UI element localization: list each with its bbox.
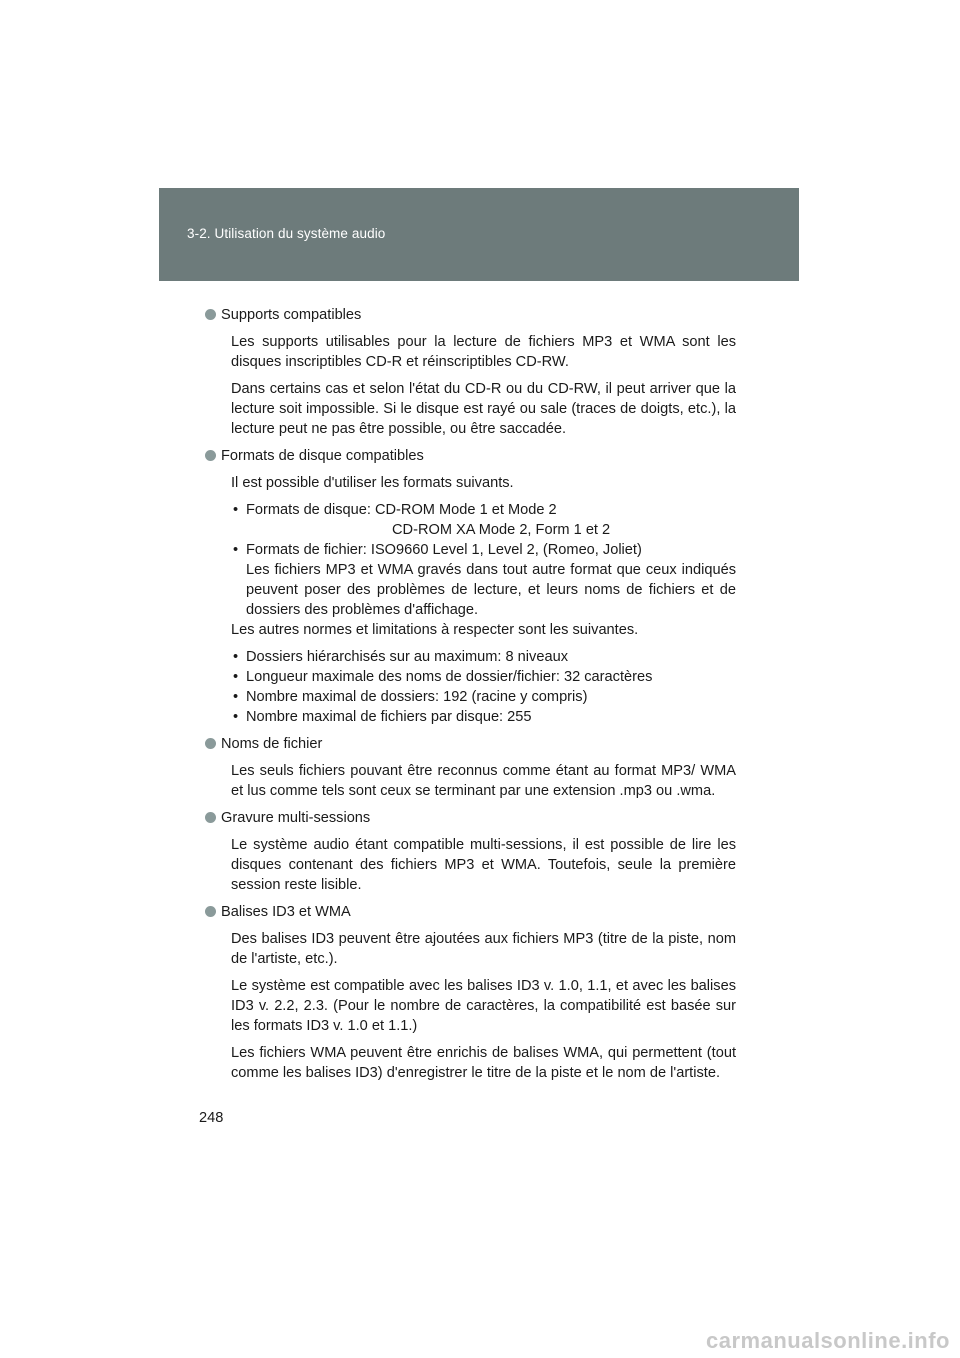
limits-list	[221, 647, 736, 727]
list-item	[231, 647, 736, 667]
section-formats	[221, 446, 736, 727]
section-supports	[221, 305, 736, 439]
list-bullet: •	[233, 669, 239, 685]
paragraph: Les supports utilisables pour la lecture de fichiers MP3 et WMA sont les disques inscriptibles CD-R et réinscriptibles CD-RW.	[231, 334, 736, 370]
section-title: Balises ID3 et WMA	[221, 904, 351, 920]
list-item	[231, 500, 736, 520]
paragraph: Des balises ID3 peuvent être ajoutées aux fichiers MP3 (titre de la piste, nom de l'artiste, etc.).	[231, 931, 736, 967]
section-id3-wma-tags	[221, 902, 736, 1083]
list-bullet: •	[233, 689, 239, 705]
chapter-header-bar	[159, 188, 799, 281]
list-item	[231, 540, 736, 560]
section-multisession	[221, 808, 736, 895]
page-number: 248	[199, 1110, 224, 1126]
paragraph: Les seuls fichiers pouvant être reconnus comme étant au format MP3/ WMA et lus comme tels sont ceux se terminant par une extension .mp3 ou .wma.	[231, 763, 736, 799]
section-title: Formats de disque compatibles	[221, 448, 424, 464]
list-bullet: •	[233, 709, 239, 725]
paragraph: Les fichiers WMA peuvent être enrichis de balises WMA, qui permettent (tout comme les balises ID3) d'enregistrer le titre de la piste et le nom de l'artiste.	[231, 1045, 736, 1081]
section-heading	[205, 446, 736, 466]
paragraph: Dans certains cas et selon l'état du CD-R ou du CD-RW, il peut arriver que la lecture soit impossible. Si le disque est rayé ou sale (traces de doigts, etc.), la lecture peut ne pas être possible, ou être saccadée.	[231, 381, 736, 437]
list-item	[231, 687, 736, 707]
list-item-text: Formats de fichier: ISO9660 Level 1, Level 2, (Romeo, Joliet)	[246, 542, 642, 558]
section-title: Supports compatibles	[221, 307, 362, 323]
paragraph: Le système est compatible avec les balises ID3 v. 1.0, 1.1, et avec les balises ID3 v. 2.2, 2.3. (Pour le nombre de caractères, la compatibilité est basée sur les formats ID3 v. 1.0 et 1.1.)	[231, 978, 736, 1034]
list-bullet: •	[233, 649, 239, 665]
paragraph: Le système audio étant compatible multi-sessions, il est possible de lire les disques contenant des fichiers MP3 et WMA. Toutefois, seule la première session reste lisible.	[231, 837, 736, 893]
paragraph: Il est possible d'utiliser les formats suivants.	[231, 475, 514, 491]
limits-intro: Les autres normes et limitations à respecter sont les suivantes.	[231, 622, 639, 638]
section-heading	[205, 902, 736, 922]
watermark: carmanualsonline.info	[706, 1328, 950, 1353]
bullet-circle-icon	[205, 309, 216, 320]
list-item-text: Nombre maximal de dossiers: 192 (racine y compris)	[246, 689, 588, 705]
list-bullet: •	[233, 542, 239, 558]
section-title: Noms de fichier	[221, 736, 323, 752]
page-content	[221, 305, 736, 1090]
bullet-circle-icon	[205, 812, 216, 823]
list-item-text: Dossiers hiérarchisés sur au maximum: 8 niveaux	[246, 649, 568, 665]
list-item-note: Les fichiers MP3 et WMA gravés dans tout autre format que ceux indiqués peuvent poser des problèmes de lecture, et leurs noms de fichiers et de dossiers des problèmes d'affichage.	[246, 562, 736, 618]
section-heading	[205, 808, 736, 828]
list-item-text: Nombre maximal de fichiers par disque: 255	[246, 709, 532, 725]
section-heading	[205, 305, 736, 325]
chapter-title: 3-2. Utilisation du système audio	[187, 226, 386, 241]
section-file-names	[221, 734, 736, 801]
list-item-continuation: CD-ROM XA Mode 2, Form 1 et 2	[392, 522, 611, 538]
section-title: Gravure multi-sessions	[221, 810, 371, 826]
list-item	[231, 667, 736, 687]
list-item-text: Longueur maximale des noms de dossier/fichier: 32 caractères	[246, 669, 653, 685]
list-bullet: •	[233, 502, 239, 518]
bullet-circle-icon	[205, 450, 216, 461]
formats-list	[221, 500, 736, 640]
bullet-circle-icon	[205, 738, 216, 749]
bullet-circle-icon	[205, 906, 216, 917]
section-heading	[205, 734, 736, 754]
list-item-text: Formats de disque: CD-ROM Mode 1 et Mode 2	[246, 502, 557, 518]
list-item	[231, 707, 736, 727]
